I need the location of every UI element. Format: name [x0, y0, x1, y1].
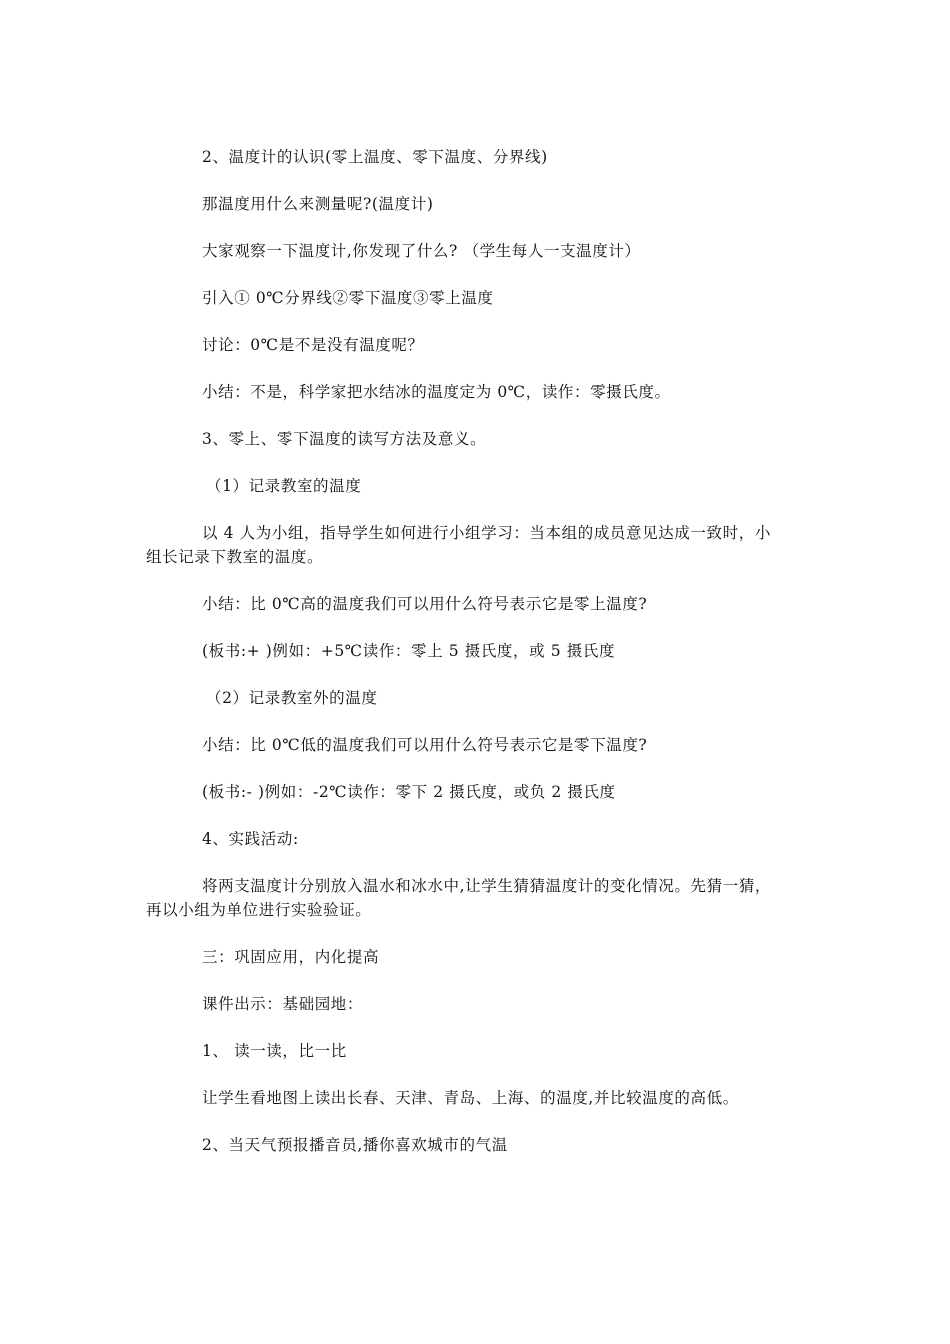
- paragraph-summary-zero: 小结：不是，科学家把水结冰的温度定为 0℃，读作：零摄氏度。: [202, 383, 671, 401]
- paragraph-record-classroom: （1）记录教室的温度: [206, 477, 362, 495]
- paragraph-consolidate: 三：巩固应用，内化提高: [202, 948, 380, 966]
- paragraph-board-minus: (板书:- )例如：-2℃读作：零下 2 摄氏度，或负 2 摄氏度: [202, 783, 616, 801]
- document-body: [146, 145, 778, 1157]
- paragraph-group-study: 以 4 人为小组，指导学生如何进行小组学习：当本组的成员意见达成一致时，小组长记录下教室的温度。: [146, 524, 771, 566]
- paragraph-record-outside: （2）记录教室外的温度: [206, 689, 378, 707]
- paragraph-measure-question: 那温度用什么来测量呢?(温度计): [202, 195, 434, 213]
- paragraph-observe: 大家观察一下温度计,你发现了什么? （学生每人一支温度计）: [202, 242, 641, 260]
- paragraph-experiment: 将两支温度计分别放入温水和冰水中,让学生猜猜温度计的变化情况。先猜一猜，再以小组为单位进行实验验证。: [146, 877, 772, 919]
- paragraph-weather-forecast: 2、当天气预报播音员,播你喜欢城市的气温: [202, 1136, 508, 1154]
- paragraph-introduce: 引入① 0℃分界线②零下温度③零上温度: [202, 289, 494, 307]
- paragraph-read-write: 3、零上、零下温度的读写方法及意义。: [202, 430, 487, 448]
- paragraph-summary-above: 小结：比 0℃高的温度我们可以用什么符号表示它是零上温度?: [202, 595, 648, 613]
- paragraph-board-plus: (板书:+ )例如：+5℃读作：零上 5 摄氏度，或 5 摄氏度: [202, 642, 616, 660]
- paragraph-map-reading: 让学生看地图上读出长春、天津、青岛、上海、的温度,并比较温度的高低。: [202, 1089, 739, 1107]
- paragraph-thermometer-intro: 2、温度计的认识(零上温度、零下温度、分界线): [202, 148, 548, 166]
- paragraph-discussion: 讨论：0℃是不是没有温度呢？: [202, 336, 424, 354]
- paragraph-summary-below: 小结：比 0℃低的温度我们可以用什么符号表示它是零下温度?: [202, 736, 648, 754]
- paragraph-read-compare: 1、 读一读，比一比: [202, 1042, 347, 1060]
- paragraph-practice: 4、实践活动:: [202, 830, 299, 848]
- paragraph-courseware: 课件出示：基础园地：: [202, 995, 364, 1013]
